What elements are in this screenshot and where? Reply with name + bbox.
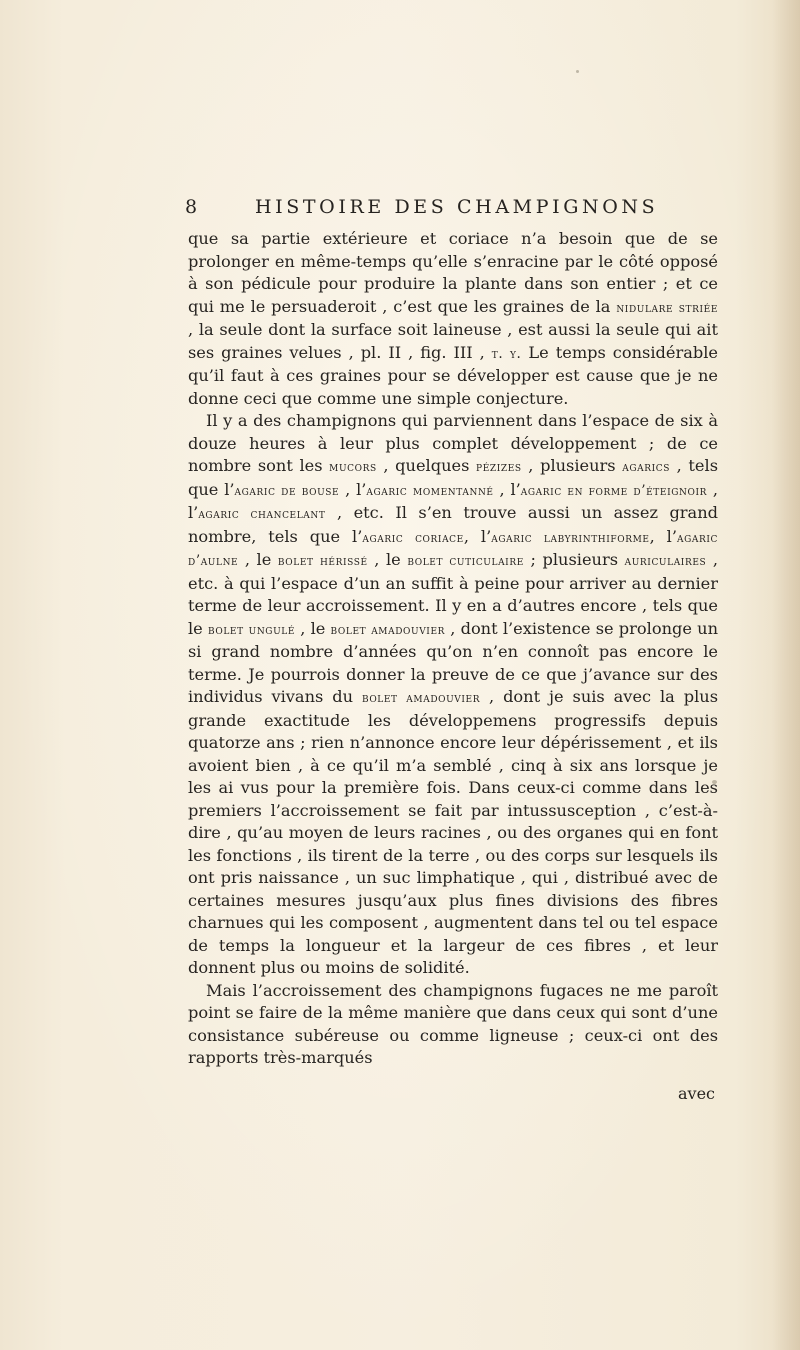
text-run: , le — [238, 550, 278, 569]
text-run: , l’ — [493, 479, 521, 499]
species-name: agaric en forme d’éteignoir — [520, 482, 708, 499]
running-head — [185, 196, 720, 226]
species-name: nidulare striée — [616, 299, 718, 316]
paper-speck — [712, 780, 717, 784]
species-name: agaric chancelant — [198, 506, 326, 522]
species-name: bolet ungulé — [207, 621, 296, 638]
text-run: , plusieurs — [521, 456, 623, 475]
page-number: 8 — [185, 196, 198, 218]
species-name: bolet cuticulaire — [407, 553, 524, 569]
paragraph-3 — [188, 980, 718, 1070]
paragraph-1 — [188, 228, 718, 410]
text-run: , etc. Il s’en trouve aussi un assez grand nombre, tels que l’ — [188, 503, 718, 546]
species-name: bolet amadouvier — [361, 690, 481, 706]
text-run: , l’ — [649, 526, 677, 546]
species-name: auriculaires — [624, 553, 707, 569]
text-run: , dont l’existence se prolonge un si grand nombre d’années qu’on n’en connoît pas encore le terme. Je pourrois donner la preuve de ce que j’avance sur des individus vivans du — [188, 618, 718, 706]
text-run: , l’ — [463, 526, 492, 546]
species-name: bolet amadouvier — [330, 621, 446, 638]
text-run: , etc. à qui l’espace d’un an suffit à peine pour arriver au dernier terme de leur accroissement. Il y en a d’autres encore , tels que le — [188, 550, 719, 638]
text-run: , dont je suis avec la plus grande exactitude les développemens progressifs depuis quatorze ans ; rien n’annonce encore leur dépérissement , et ils avoient bien , à ce qu’il m’a semblé , cinq à six ans lorsque je les ai vus pour la première fois. Dans ceux-ci comme dans les premiers l’accroissement se fait par intussusception , c’est-à-dire , qu’au moyen de leurs racines , ou des organes qui en font les fonctions , ils tirent de la terre , ou des corps sur lesquels ils ont pris naissance , un suc limphatique , qui , distribué avec de certaines mesures jusqu’aux plus fines divisions des fibres charnues qui les composent , augmentent dans tel ou tel espace de temps la longueur et la largeur de ces fibres , et leur donnent plus ou moins de solidité. — [188, 687, 719, 977]
text-run: , l’ — [188, 479, 719, 522]
text-run: , le — [367, 550, 408, 569]
text-run: ; plusieurs — [523, 550, 625, 569]
text-run: Il y a des champignons qui parviennent dans l’espace de six à douze heures à leur plus complet développement ; de ce nombre sont les — [188, 411, 718, 475]
paper-speck — [576, 70, 579, 73]
species-name: agarics — [622, 459, 671, 475]
catchword: avec — [678, 1084, 716, 1103]
species-name: agaric d’aulne — [188, 529, 719, 569]
species-name: agaric labyrinthiforme — [491, 529, 650, 546]
plate-reference: t. y. — [491, 345, 522, 362]
text-run: Mais l’accroissement des champignons fugaces ne me paroît point se faire de la même manière que dans ceux qui sont d’une consistance subéreuse ou comme ligneuse ; ceux-ci ont des rapports très-marqués — [188, 980, 718, 1067]
text-run: , le — [295, 618, 331, 638]
text-run: Le temps considérable qu’il faut à ces graines pour se développer est cause que je ne donne ceci que comme une simple conjecture. — [188, 342, 718, 408]
species-name: agaric coriace — [362, 529, 464, 546]
species-name: agaric de bouse — [234, 482, 340, 499]
species-name: agaric momentanné — [366, 482, 494, 499]
page-edge-shadow — [772, 0, 800, 1350]
text-run: , quelques — [376, 456, 477, 475]
species-name: bolet hérissé — [277, 553, 368, 569]
text-run: que sa partie extérieure et coriace n’a besoin que de se prolonger en même-temps qu’elle s’enracine par le côté opposé à son pédicule pour produire la plante dans son entier ; et ce qui me le persuaderoit , c’est que les graines de la — [188, 229, 718, 316]
text-run: , l’ — [339, 479, 367, 499]
running-title: HISTOIRE DES CHAMPIGNONS — [255, 196, 659, 218]
species-name: pézizes — [476, 459, 522, 475]
text-run: , tels que l’ — [188, 456, 718, 499]
species-name: mucors — [329, 459, 377, 475]
body-text — [188, 228, 718, 1070]
text-run: , la seule dont la surface soit laineuse , est aussi la seule qui ait ses graines velues , pl. II , fig. III , — [188, 320, 718, 362]
paragraph-2 — [188, 410, 718, 980]
